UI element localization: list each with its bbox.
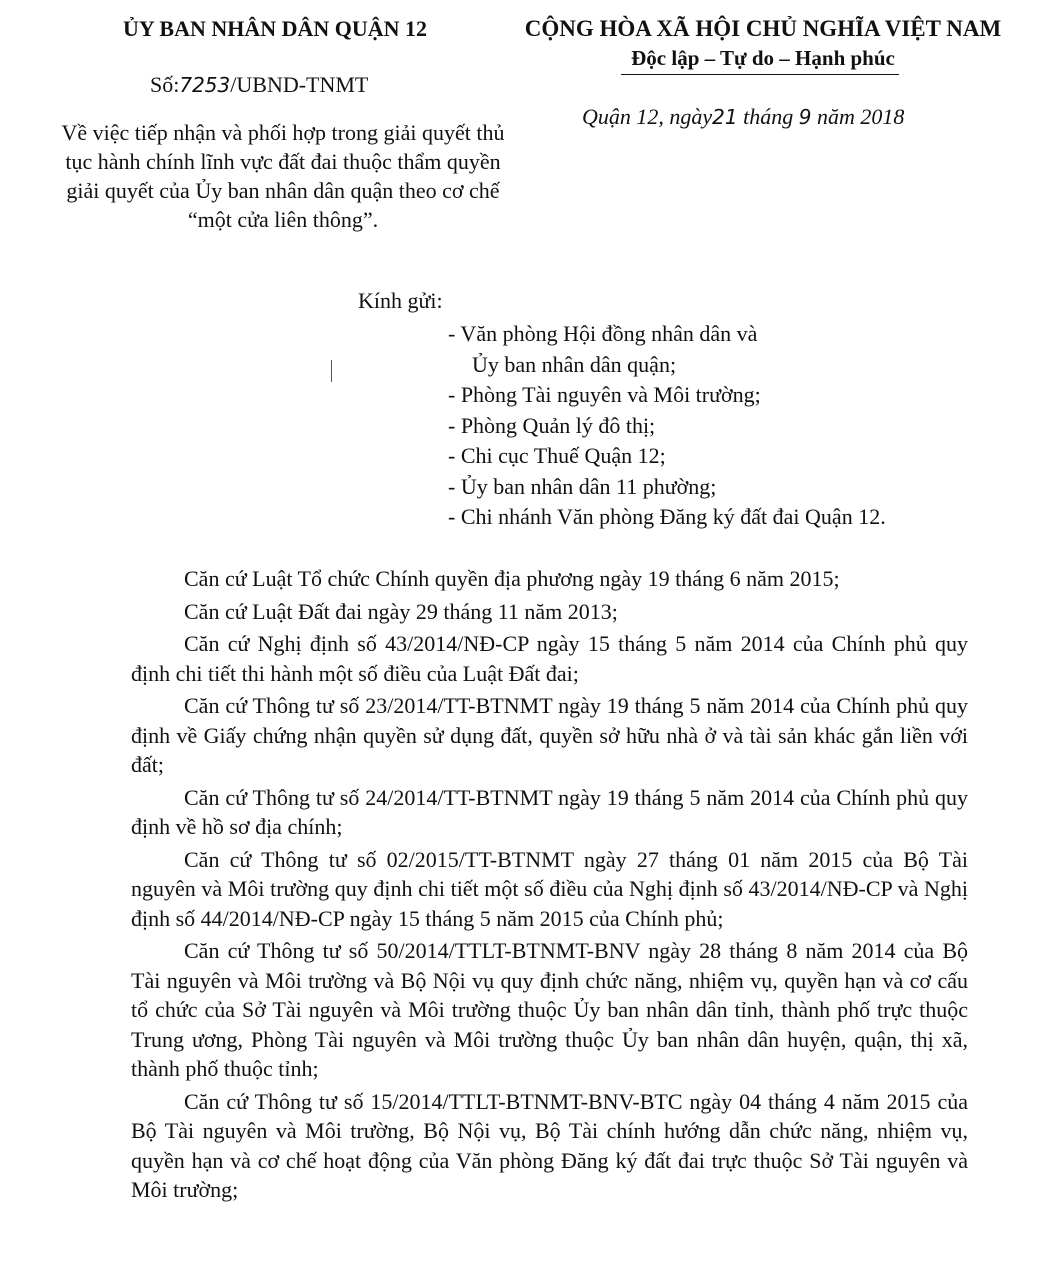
body-paragraph: Căn cứ Thông tư số 23/2014/TT-BTNMT ngày 19 tháng 5 năm 2014 của Chính phủ quy định về Giấy chứng nhận quyền sử dụng đất, quyền sở hữu nhà ở và tài sản khác gắn liền với đất; — [131, 693, 968, 777]
recipient-list — [448, 319, 886, 533]
day-handwritten: 21 — [712, 105, 738, 129]
month-handwritten: 9 — [798, 105, 812, 129]
body-paragraph: Căn cứ Nghị định số 43/2014/NĐ-CP ngày 15 tháng 5 năm 2014 của Chính phủ quy định chi tiết thi hành một số điều của Luật Đất đai; — [131, 631, 968, 686]
recipient-item: - Ủy ban nhân dân 11 phường; — [448, 473, 717, 499]
recipient-item: - Phòng Quản lý đô thị; — [448, 412, 656, 438]
national-motto: Độc lập – Tự do – Hạnh phúc — [631, 46, 895, 70]
document-body — [131, 564, 968, 1205]
body-paragraph: Căn cứ Luật Tổ chức Chính quyền địa phương ngày 19 tháng 6 năm 2015; — [184, 566, 840, 591]
body-paragraph: Căn cứ Thông tư số 02/2015/TT-BTNMT ngày 27 tháng 01 năm 2015 của Bộ Tài nguyên và Môi trường quy định chi tiết một số điều của Nghị định số 43/2014/NĐ-CP và Nghị định số 44/2014/NĐ-CP ngày 15 tháng 5 năm 2015 của Chính phủ; — [131, 846, 968, 931]
recipient-item: Ủy ban nhân dân quận; — [472, 351, 677, 377]
document-subject: Về việc tiếp nhận và phối hợp trong giải quyết thủ tục hành chính lĩnh vực đất đai thuộc thẩm quyền giải quyết của Ủy ban nhân dân quận theo cơ chế “một cửa liên thông”. — [61, 120, 505, 232]
doc-number-handwritten: 7253 — [179, 73, 231, 97]
body-paragraph: Căn cứ Thông tư số 24/2014/TT-BTNMT ngày 19 tháng 5 năm 2014 của Chính phủ quy định về hồ sơ địa chính; — [131, 784, 968, 839]
scan-mark — [331, 360, 332, 382]
recipient-item: - Chi cục Thuế Quận 12; — [448, 443, 666, 468]
recipient-item: - Chi nhánh Văn phòng Đăng ký đất đai Quận 12. — [448, 504, 886, 529]
body-paragraph: Căn cứ Thông tư số 15/2014/TTLT-BTNMT-BNV-BTC ngày 04 tháng 4 năm 2015 của Bộ Tài nguyên và Môi trường, Bộ Nội vụ, Bộ Tài chính hướng dẫn chức năng, nhiệm vụ, quyền hạn và cơ chế hoạt động của Văn phòng Đăng ký đất đai trực thuộc Sở Tài nguyên và Môi trường; — [131, 1088, 968, 1202]
place-prefix: Quận 12, ngày — [582, 104, 713, 129]
year-part: năm 2018 — [811, 104, 905, 129]
place-and-date — [582, 104, 904, 130]
body-paragraph: Căn cứ Luật Đất đai ngày 29 tháng 11 năm 2013; — [184, 598, 618, 624]
recipient-item: - Văn phòng Hội đồng nhân dân và — [448, 321, 758, 346]
month-prefix: tháng — [737, 104, 799, 129]
motto-underline — [621, 74, 899, 75]
doc-number-prefix: Số: — [150, 72, 180, 97]
national-title: CỘNG HÒA XÃ HỘI CHỦ NGHĨA VIỆT NAM — [524, 16, 1002, 41]
recipient-item: - Phòng Tài nguyên và Môi trường; — [448, 382, 761, 407]
doc-number-suffix: /UBND-TNMT — [230, 72, 369, 97]
issuing-agency: ỦY BAN NHÂN DÂN QUẬN 12 — [122, 16, 428, 41]
body-paragraph: Căn cứ Thông tư số 50/2014/TTLT-BTNMT-BNV ngày 28 tháng 8 năm 2014 của Bộ Tài nguyên và Môi trường và Bộ Nội vụ quy định chức năng, nhiệm vụ, quyền hạn và cơ cấu tổ chức của Sở Tài nguyên và Môi trường thuộc Ủy ban nhân dân tỉnh, thành phố trực thuộc Trung ương, Phòng Tài nguyên và Môi trường thuộc Ủy ban nhân dân huyện, quận, thị xã, thành phố thuộc tỉnh; — [131, 938, 968, 1081]
salutation: Kính gửi: — [358, 288, 443, 313]
document-number — [150, 72, 368, 98]
